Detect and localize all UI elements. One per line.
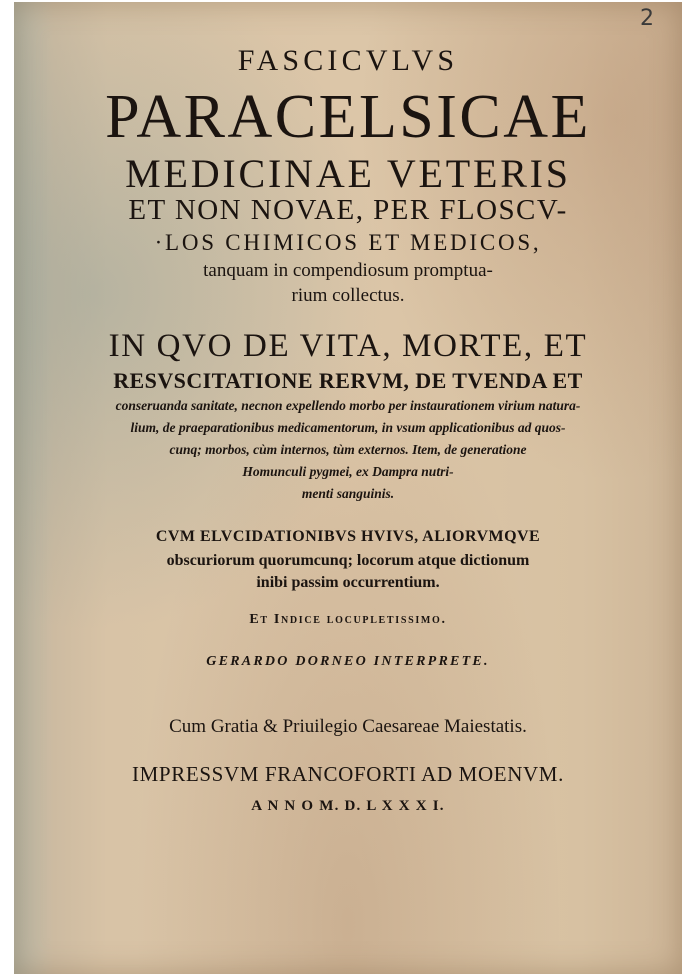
content-line-2: RESVSCITATIONE RERVM, DE TVENDA ET	[113, 368, 583, 393]
content-line-4: lium, de praeparationibus medicamentorum, in vsum applicationibus ad quos-	[130, 420, 566, 435]
elucidation-line-2: obscuriorum quorumcunq; locorum atque dictionum	[166, 552, 530, 569]
content-line-7: menti sanguinis.	[301, 486, 395, 501]
title-line-1: FASCICVLVS	[237, 44, 459, 77]
index-line: Et Indice locupletissimo.	[249, 612, 447, 627]
content-line-6: Homunculi pygmei, ex Dampra nutri-	[242, 464, 454, 479]
title-line-4: ET NON NOVAE, PER FLOSCV-	[128, 194, 568, 226]
title-line-5: ·LOS CHIMICOS ET MEDICOS,	[154, 230, 542, 255]
title-line-6: tanquam in compendiosum promptua-	[203, 260, 493, 281]
title-line-3: MEDICINAE VETERIS	[125, 151, 571, 196]
content-line-3: conseruanda sanitate, necnon expellendo morbo per instaurationem virium natura-	[115, 398, 581, 413]
imprint-line-1: IMPRESSVM FRANCOFORTI AD MOENVM.	[132, 762, 564, 786]
privilege-line: Cum Gratia & Priuilegio Caesareae Maiestatis.	[169, 716, 527, 737]
interpreter-line: GERARDO DORNEO INTERPRETE.	[206, 654, 490, 669]
title-line-7: rium collectus.	[291, 285, 405, 306]
content-line-1: IN QVO DE VITA, MORTE, ET	[108, 328, 588, 364]
imprint-line-2: A N N O M. D. L X X X I.	[251, 798, 445, 814]
title-line-2: PARACELSICAE	[105, 83, 591, 151]
elucidation-line-3: inibi passim occurrentium.	[256, 574, 440, 591]
content-line-5: cunq; morbos, cùm internos, tùm externos. Item, de generatione	[169, 442, 527, 457]
title-page	[14, 2, 682, 974]
elucidation-line-1: CVM ELVCIDATIONIBVS HVIVS, ALIORVMQVE	[155, 528, 541, 545]
corner-number: 2	[640, 6, 654, 31]
